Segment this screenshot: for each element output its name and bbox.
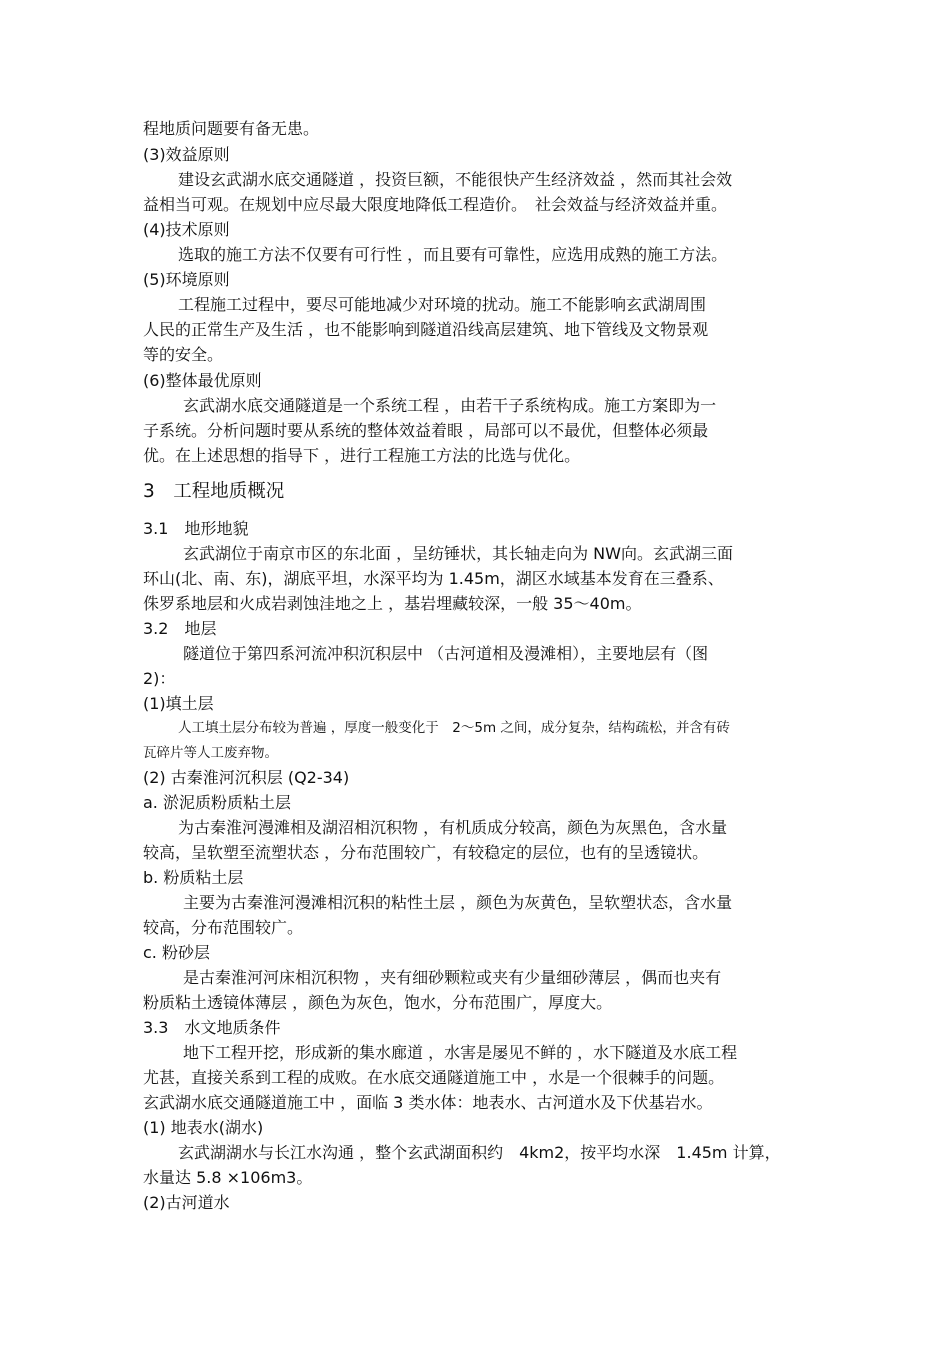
text-line: 隧道位于第四系河流冲积沉积层中 （古河道相及漫滩相），主要地层有（图 xyxy=(183,644,709,663)
section-heading: (2)古河道水 xyxy=(143,1193,230,1212)
text-line: 为古秦淮河漫滩相及湖沼相沉积物 ，有机质成分较高，颜色为灰黑色，含水量 xyxy=(178,818,728,837)
text-line: 等的安全。 xyxy=(143,345,224,364)
subsection-heading: a. 淤泥质粉质粘土层 xyxy=(143,793,291,812)
text-line: 玄武湖水底交通隧道是一个系统工程 ，由若干子系统构成。施工方案即为一 xyxy=(183,396,717,415)
section-heading: 3.1 地形地貌 xyxy=(143,519,249,538)
text-line: 尤甚，直接关系到工程的成败。在水底交通隧道施工中 ，水是一个很棘手的问题。 xyxy=(143,1068,725,1087)
text-line: 是古秦淮河河床相沉积物 ，夹有细砂颗粒或夹有少量细砂薄层 ，偶而也夹有 xyxy=(183,968,722,987)
section-heading: 3.2 地层 xyxy=(143,619,217,638)
text-line: 玄武湖湖水与长江水沟通 ，整个玄武湖面积约 4km2，按平均水深 1.45m 计算， xyxy=(178,1143,781,1162)
section-heading: (3)效益原则 xyxy=(143,145,230,164)
text-line: 子系统。分析问题时要从系统的整体效益着眼 ，局部可以不最优，但整体必须最 xyxy=(143,421,709,440)
text-line: 较高，呈软塑至流塑状态 ，分布范围较广，有较稳定的层位，也有的呈透镜状。 xyxy=(143,843,709,862)
section-heading: (6)整体最优原则 xyxy=(143,371,262,390)
subsection-heading: c. 粉砂层 xyxy=(143,943,210,962)
text-line: 主要为古秦淮河漫滩相沉积的粘性土层 ，颜色为灰黄色，呈软塑状态，含水量 xyxy=(183,893,733,912)
text-line: 水量达 5.8 ×106m3。 xyxy=(143,1168,313,1187)
text-line: 人工填土层分布较为普遍 ，厚度一般变化于 2～5m 之间，成分复杂，结构疏松，并含有砖 xyxy=(178,720,730,736)
text-line: 人民的正常生产及生活 ，也不能影响到隧道沿线高层建筑、地下管线及文物景观 xyxy=(143,320,709,339)
chapter-heading: 3 工程地质概况 xyxy=(143,481,285,502)
text-line: 工程施工过程中，要尽可能地减少对环境的扰动。施工不能影响玄武湖周围 xyxy=(178,295,707,314)
text-line: 粉质粘土透镜体薄层 ，颜色为灰色，饱水，分布范围广，厚度大。 xyxy=(143,993,613,1012)
text-line: 玄武湖位于南京市区的东北面 ，呈纺锤状，其长轴走向为 NW向。玄武湖三面 xyxy=(183,544,733,563)
subsection-heading: b. 粉质粘土层 xyxy=(143,868,244,887)
text-line: 玄武湖水底交通隧道施工中 ，面临 3 类水体：地表水、古河道水及下伏基岩水。 xyxy=(143,1093,713,1112)
section-heading: (2) 古秦淮河沉积层 (Q2-34) xyxy=(143,768,350,787)
text-line: 优。在上述思想的指导下 ，进行工程施工方法的比选与优化。 xyxy=(143,446,581,465)
text-line: 2)： xyxy=(143,669,176,688)
text-line: 益相当可观。在规划中应尽最大限度地降低工程造价。 社会效益与经济效益并重。 xyxy=(143,195,728,214)
text-line: 程地质问题要有备无患。 xyxy=(143,119,320,138)
text-line: 环山(北、南、东)，湖底平坦，水深平均为 1.45m，湖区水域基本发育在三叠系、 xyxy=(143,569,724,588)
section-heading: (4)技术原则 xyxy=(143,220,230,239)
text-line: 侏罗系地层和火成岩剥蚀洼地之上 ，基岩埋藏较深，一般 35～40m。 xyxy=(143,594,642,613)
text-line: 选取的施工方法不仅要有可行性 ，而且要有可靠性，应选用成熟的施工方法。 xyxy=(178,245,728,264)
text-line: 瓦碎片等人工废弃物。 xyxy=(143,745,278,761)
text-line: 建设玄武湖水底交通隧道 ，投资巨额，不能很快产生经济效益 ，然而其社会效 xyxy=(178,170,733,189)
section-heading: (1) 地表水(湖水) xyxy=(143,1118,264,1137)
section-heading: 3.3 水文地质条件 xyxy=(143,1018,281,1037)
text-line: 较高，分布范围较广。 xyxy=(143,918,304,937)
text-line: 地下工程开挖，形成新的集水廊道 ，水害是屡见不鲜的 ，水下隧道及水底工程 xyxy=(183,1043,738,1062)
section-heading: (5)环境原则 xyxy=(143,270,230,289)
section-heading: (1)填土层 xyxy=(143,694,214,713)
